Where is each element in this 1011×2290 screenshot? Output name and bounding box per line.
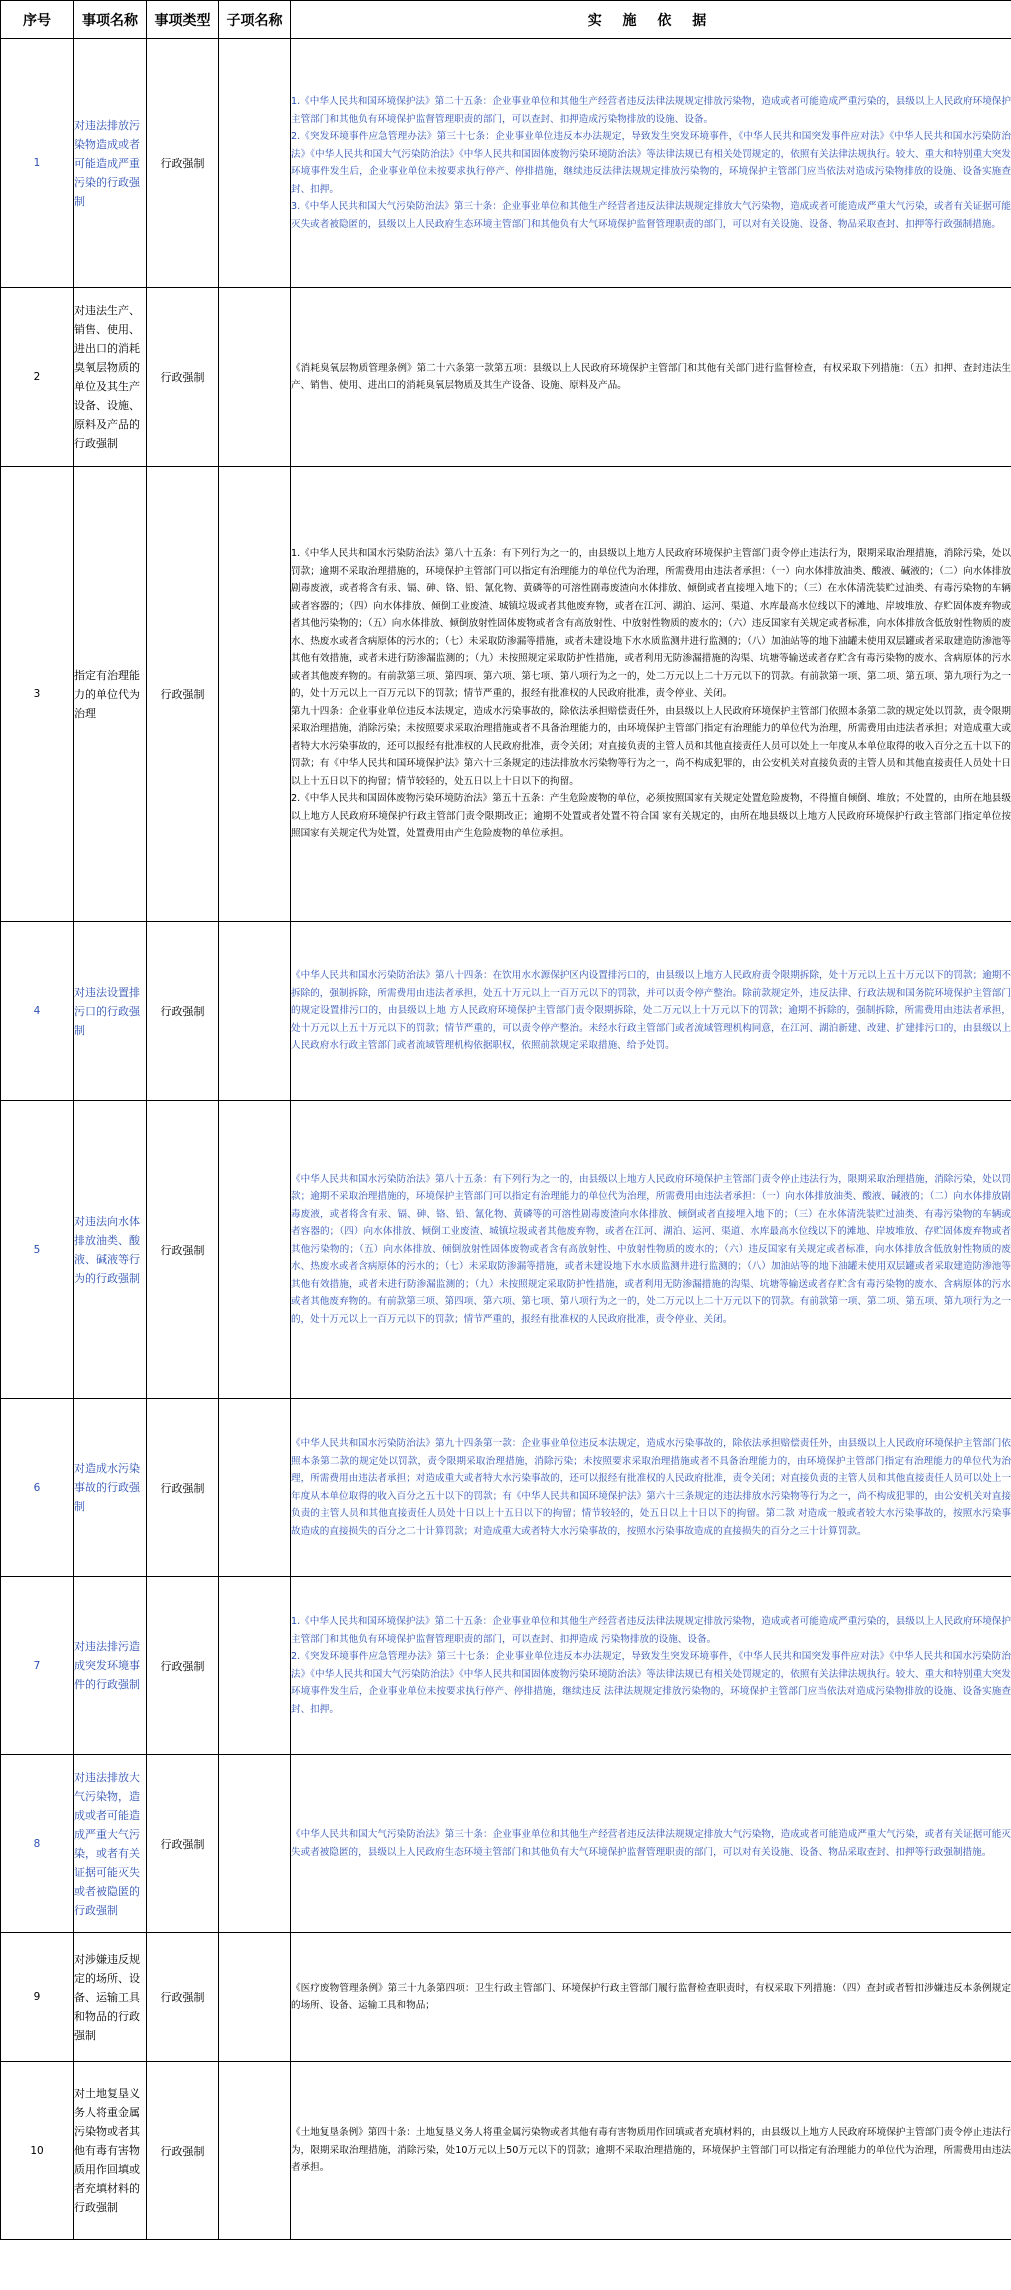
row-sub-item (219, 288, 291, 467)
basis-paragraph: 《中华人民共和国水污染防治法》第八十五条：有下列行为之一的，由县级以上地方人民政府环境保护主管部门责令停止违法行为，限期采取治理措施，消除污染，处以罚款；逾期不采取治理措施的，环境保护主管部门可以指定有治理能力的单位代为治理，所需费用由违法者承担：（一）向水体排放油类、酸液、碱液的；（二）向水体排放剧毒废液，或者将含有汞、镉、砷、铬、铅、氰化物、黄磷等的可溶性剧毒废渣向水体排放、倾倒或者直接埋入地下的；（三）在水体清洗装贮过油类、有毒污染物的车辆或者容器的；（四）向水体排放、倾倒工业废渣、城镇垃圾或者其他废弃物，或者在江河、湖泊、运河、渠道、水库最高水位线以下的滩地、岸坡堆放、存贮固体废弃物或者其他污染物的；（五）向水体排放、倾倒放射性固体废物或者含有高放射性、中放射性物质的废水的；（六）违反国家有关规定或者标准，向水体排放含低放射性物质的废水、热废水或者含病原体的污水的；（七）未采取防渗漏等措施，或者未建设地下水水质监测井进行监测的；（八）加油站等的地下油罐未使用双层罐或者采取建造防渗池等其他有效措施，或者未进行防渗漏监测的；（九）未按照规定采取防护性措施，或者利用无防渗漏措施的沟渠、坑塘等输送或者存贮含有毒污染物的废水、含病原体的污水或者其他废弃物的。有前款第三项、第四项、第六项、第七项、第八项行为之一的，处二万元以上二十万元以下的罚款。有前款第一项、第二项、第五项、第九项行为之一的，处十万元以上一百万元以下的罚款；情节严重的，报经有批准权的人民政府批准，责令停业、关闭。 (291, 1173, 1011, 1325)
row-item-type: 行政强制 (147, 1101, 219, 1399)
row-basis (291, 2062, 1011, 2240)
basis-paragraph: 2.《突发环境事件应急管理办法》第三十七条：企业事业单位违反本办法规定，导致发生突发环境事件，《中华人民共和国突发事件应对法》《中华人民共和国水污染防治法》《中华人民共和国大气污染防治法》《中华人民共和国固体废物污染环境防治法》等法律法规已有相关处罚规定的，依照有关法律法规执行。较大、重大和特别重大突发环境事件发生后，企业事业单位未按要求执行停产、停排措施，继续违反法律法规规定排放污染物的，环境保护主管部门应当依法对造成污染物排放的设施、设备实施查封、扣押。 (291, 131, 1011, 195)
row-seq: 8 (1, 1755, 74, 1933)
row-item-name: 对违法排污造成突发环境事件的行政强制 (74, 1577, 147, 1755)
row-sub-item (219, 1399, 291, 1577)
row-seq: 1 (1, 39, 74, 288)
row-sub-item (219, 1577, 291, 1755)
row-item-name: 对违法排放污染物造成或者可能造成严重污染的行政强制 (74, 39, 147, 288)
row-item-name: 对涉嫌违反规定的场所、设备、运输工具和物品的行政强制 (74, 1933, 147, 2062)
row-basis (291, 1933, 1011, 2062)
table-row (1, 2062, 1011, 2240)
row-sub-item (219, 467, 291, 922)
table-body (1, 39, 1011, 2240)
header-basis: 实 施 依 据 (291, 1, 1011, 39)
row-item-type: 行政强制 (147, 1399, 219, 1577)
row-item-type: 行政强制 (147, 467, 219, 922)
row-sub-item (219, 39, 291, 288)
basis-paragraph: 1.《中华人民共和国环境保护法》第二十五条：企业事业单位和其他生产经营者违反法律法规规定排放污染物，造成或者可能造成严重污染的，县级以上人民政府环境保护主管部门和其他负有环境保护监督管理职责的部门，可以查封、扣押造成污染物排放的设施、设备。 (291, 96, 1011, 125)
row-basis (291, 1101, 1011, 1399)
row-sub-item (219, 1101, 291, 1399)
basis-paragraph: 《消耗臭氧层物质管理条例》第二十六条第一款第五项：县级以上人民政府环境保护主管部门和其他有关部门进行监督检查，有权采取下列措施：（五）扣押、查封违法生产、销售、使用、进出口的消耗臭氧层物质及其生产设备、设施、原料及产品。 (291, 362, 1011, 391)
row-item-name: 对违法设置排污口的行政强制 (74, 922, 147, 1101)
row-sub-item (219, 1933, 291, 2062)
row-item-type: 行政强制 (147, 288, 219, 467)
table-row (1, 1755, 1011, 1933)
row-item-name: 对违法向水体排放油类、酸液、碱液等行为的行政强制 (74, 1101, 147, 1399)
row-basis (291, 1755, 1011, 1933)
row-seq: 7 (1, 1577, 74, 1755)
table-row (1, 288, 1011, 467)
table-header-row (1, 1, 1011, 39)
table-row (1, 1577, 1011, 1755)
row-seq: 10 (1, 2062, 74, 2240)
row-seq: 4 (1, 922, 74, 1101)
basis-paragraph: 《医疗废物管理条例》第三十九条第四项：卫生行政主管部门、环境保护行政主管部门履行监督检查职责时，有权采取下列措施：（四）查封或者暂扣涉嫌违反本条例规定的场所、设备、运输工具和物品； (291, 1982, 1011, 2011)
table-row (1, 922, 1011, 1101)
basis-paragraph: 《中华人民共和国水污染防治法》第八十四条：在饮用水水源保护区内设置排污口的，由县级以上地方人民政府责令限期拆除，处十万元以上五十万元以下的罚款；逾期不拆除的，强制拆除，所需费用由违法者承担，处五十万元以上一百万元以下的罚款，并可以责令停产整治。除前款规定外，违反法律、行政法规和国务院环境保护主管部门的规定设置排污口的，由县级以上地 方人民政府环境保护主管部门责令限期拆除，处二万元以上十万元以下的罚款；逾期不拆除的，强制拆除，所需费用由违法者承担，处十万元以上五十万元以下的罚款；情节严重的，可以责令停产整治。未经水行政主管部门或者流域管理机构同意，在江河、湖泊新建、改建、扩建排污口的，由县级以上人民政府水行政主管部门或者流域管理机构依据职权，依照前款规定采取措施、给予处罚。 (291, 970, 1011, 1052)
basis-paragraph: 2.《突发环境事件应急管理办法》第三十七条：企业事业单位违反本办法规定，导致发生突发环境事件，《中华人民共和国突发事件应对法》《中华人民共和国水污染防治法》《中华人民共和国大气污染防治法》《中华人民共和国固体废物污染环境防治法》等法律法规已有相关处罚规定的，依照有关法律法规执行。较大、重大和特别重大突发环境事件发生后，企业事业单位未按要求执行停产、停排措施，继续违反 法律法规规定排放污染物的，环境保护主管部门应当依法对造成污染物排放的设施、设备实施查封、扣押。 (291, 1651, 1011, 1715)
row-item-type: 行政强制 (147, 1755, 219, 1933)
row-item-type: 行政强制 (147, 2062, 219, 2240)
header-sub-item: 子项名称 (219, 1, 291, 39)
row-item-name: 对土地复垦义务人将重金属污染物或者其他有毒有害物质用作回填或者充填材料的行政强制 (74, 2062, 147, 2240)
header-item-name: 事项名称 (74, 1, 147, 39)
table-row (1, 1101, 1011, 1399)
table-row (1, 39, 1011, 288)
row-sub-item (219, 2062, 291, 2240)
header-seq: 序号 (1, 1, 74, 39)
row-item-name: 指定有治理能力的单位代为治理 (74, 467, 147, 922)
row-item-name: 对造成水污染事故的行政强制 (74, 1399, 147, 1577)
row-seq: 2 (1, 288, 74, 467)
row-seq: 5 (1, 1101, 74, 1399)
basis-paragraph: 《土地复垦条例》第四十条：土地复垦义务人将重金属污染物或者其他有毒有害物质用作回填或者充填材料的，由县级以上地方人民政府环境保护主管部门责令停止违法行为，限期采取治理措施，消除污染，处10万元以上50万元以下的罚款；逾期不采取治理措施的，环境保护主管部门可以指定有治理能力的单位代为治理，所需费用由违法者承担。 (291, 2127, 1011, 2174)
table-row (1, 1933, 1011, 2062)
header-item-type: 事项类型 (147, 1, 219, 39)
basis-paragraph: 《中华人民共和国水污染防治法》第九十四条第一款：企业事业单位违反本法规定，造成水污染事故的，除依法承担赔偿责任外，由县级以上人民政府环境保护主管部门依照本条第二款的规定处以罚款，责令限期采取治理措施，消除污染；未按照要求采取治理措施或者不具备治理能力的，由环境保护主管部门指定有治理能力的单位代为治理，所需费用由违法者承担；对造成重大或者特大水污染事故的，还可以报经有批准权的人民政府批准，责令关闭；对直接负责的主管人员和其他直接责任人员可以处上一年度从本单位取得的收入百分之五十以下的罚款；有《中华人民共和国环境保护法》第六十三条规定的违法排放水污染物等行为之一，尚不构成犯罪的，由公安机关对直接负责的主管人员和其他直接责任人员处十日以上十五日以下的拘留；情节较轻的，处五日以上十日以下的拘留。第二款 对造成一般或者较大水污染事故的，按照水污染事故造成的直接损失的百分之二十计算罚款；对造成重大或者特大水污染事故的，按照水污染事故造成的直接损失的百分之三十计算罚款。 (291, 1438, 1011, 1537)
basis-paragraph: 1.《中华人民共和国环境保护法》第二十五条：企业事业单位和其他生产经营者违反法律法规规定排放污染物，造成或者可能造成严重污染的，县级以上人民政府环境保护主管部门和其他负有环境保护监督管理职责的部门，可以查封、扣押造成 污染物排放的设施、设备。 (291, 1616, 1011, 1645)
row-basis (291, 467, 1011, 922)
basis-paragraph: 2.《中华人民共和国固体废物污染环境防治法》第五十五条：产生危险废物的单位，必须按照国家有关规定处置危险废物，不得擅自倾倒、堆放；不处置的，由所在地县级以上地方人民政府环境保护行政主管部门责令限期改正；逾期不处置或者处置不符合国 家有关规定的，由所在地县级以上地方人民政府环境保护行政主管部门指定单位按照国家有关规定代为处置，处置费用由产生危险废物的单位承担。 (291, 793, 1011, 840)
basis-paragraph: 《中华人民共和国大气污染防治法》第三十条：企业事业单位和其他生产经营者违反法律法规规定排放大气污染物，造成或者可能造成严重大气污染，或者有关证据可能灭失或者被隐匿的，县级以上人民政府生态环境主管部门和其他负有大气环境保护监督管理职责的部门，可以对有关设施、设备、物品采取查封、扣押等行政强制措施。 (291, 1829, 1011, 1858)
basis-paragraph: 第九十四条：企业事业单位违反本法规定，造成水污染事故的，除依法承担赔偿责任外，由县级以上人民政府环境保护主管部门依照本条第二款的规定处以罚款，责令限期采取治理措施，消除污染；未按照要求采取治理措施或者不具备治理能力的，由环境保护主管部门指定有治理能力的单位代为治理，所需费用由违法者承担；对造成重大或者特大水污染事故的，还可以报经有批准权的人民政府批准，责令关闭；对直接负责的主管人员和其他直接责任人员可以处上一年度从本单位取得的收入百分之五十以下的罚款；有《中华人民共和国环境保护法》第六十三条规定的违法排放水污染物等行为之一，尚不构成犯罪的，由公安机关对直接负责的主管人员和其他直接责任人员处十日以上十五日以下的拘留；情节较轻的，处五日以上十日以下的拘留。 (291, 705, 1011, 787)
row-basis (291, 39, 1011, 288)
row-item-type: 行政强制 (147, 1577, 219, 1755)
row-sub-item (219, 1755, 291, 1933)
basis-paragraph: 1.《中华人民共和国水污染防治法》第八十五条：有下列行为之一的，由县级以上地方人民政府环境保护主管部门责令停止违法行为，限期采取治理措施，消除污染，处以罚款；逾期不采取治理措施的，环境保护主管部门可以指定有治理能力的单位代为治理，所需费用由违法者承担：（一）向水体排放油类、酸液、碱液的；（二）向水体排放剧毒废液，或者将含有汞、镉、砷、铬、铅、氰化物、黄磷等的可溶性剧毒废渣向水体排放、倾倒或者直接埋入地下的；（三）在水体清洗装贮过油类、有毒污染物的车辆或者容器的；（四）向水体排放、倾倒工业废渣、城镇垃圾或者其他废弃物，或者在江河、湖泊、运河、渠道、水库最高水位线以下的滩地、岸坡堆放、存贮固体废弃物或者其他污染物的；（五）向水体排放、倾倒放射性固体废物或者含有高放射性、中放射性物质的废水的；（六）违反国家有关规定或者标准，向水体排放含低放射性物质的废水、热废水或者含病原体的污水的；（七）未采取防渗漏等措施，或者未建设地下水水质监测井进行监测的；（八）加油站等的地下油罐未使用双层罐或者采取建造防渗池等其他有效措施，或者未进行防渗漏监测的；（九）未按照规定采取防护性措施，或者利用无防渗漏措施的沟渠、坑塘等输送或者存贮含有毒污染物的废水、含病原体的污水或者其他废弃物的。有前款第三项、第四项、第六项、第七项、第八项行为之一的，处二万元以上二十万元以下的罚款。有前款第一项、第二项、第五项、第九项行为之一的，处十万元以上一百万元以下的罚款；情节严重的，报经有批准权的人民政府批准，责令停业、关闭。 (291, 548, 1011, 700)
row-basis (291, 1577, 1011, 1755)
row-item-name: 对违法生产、销售、使用、进出口的消耗臭氧层物质的单位及其生产设备、设施、原料及产品的行政强制 (74, 288, 147, 467)
row-seq: 9 (1, 1933, 74, 2062)
row-item-name: 对违法排放大气污染物，造成或者可能造成严重大气污染，或者有关证据可能灭失或者被隐匿的行政强制 (74, 1755, 147, 1933)
row-item-type: 行政强制 (147, 39, 219, 288)
row-sub-item (219, 922, 291, 1101)
row-seq: 3 (1, 467, 74, 922)
row-basis (291, 1399, 1011, 1577)
row-item-type: 行政强制 (147, 1933, 219, 2062)
row-basis (291, 922, 1011, 1101)
table-row (1, 467, 1011, 922)
basis-paragraph: 3.《中华人民共和国大气污染防治法》第三十条：企业事业单位和其他生产经营者违反法律法规规定排放大气污染物，造成或者可能造成严重大气污染，或者有关证据可能灭失或者被隐匿的，县级以上人民政府生态环境主管部门和其他负有大气环境保护监督管理职责的部门，可以对有关设施、设备、物品采取查封、扣押等行政强制措施。 (291, 201, 1011, 230)
row-seq: 6 (1, 1399, 74, 1577)
row-item-type: 行政强制 (147, 922, 219, 1101)
table-row (1, 1399, 1011, 1577)
row-basis (291, 288, 1011, 467)
